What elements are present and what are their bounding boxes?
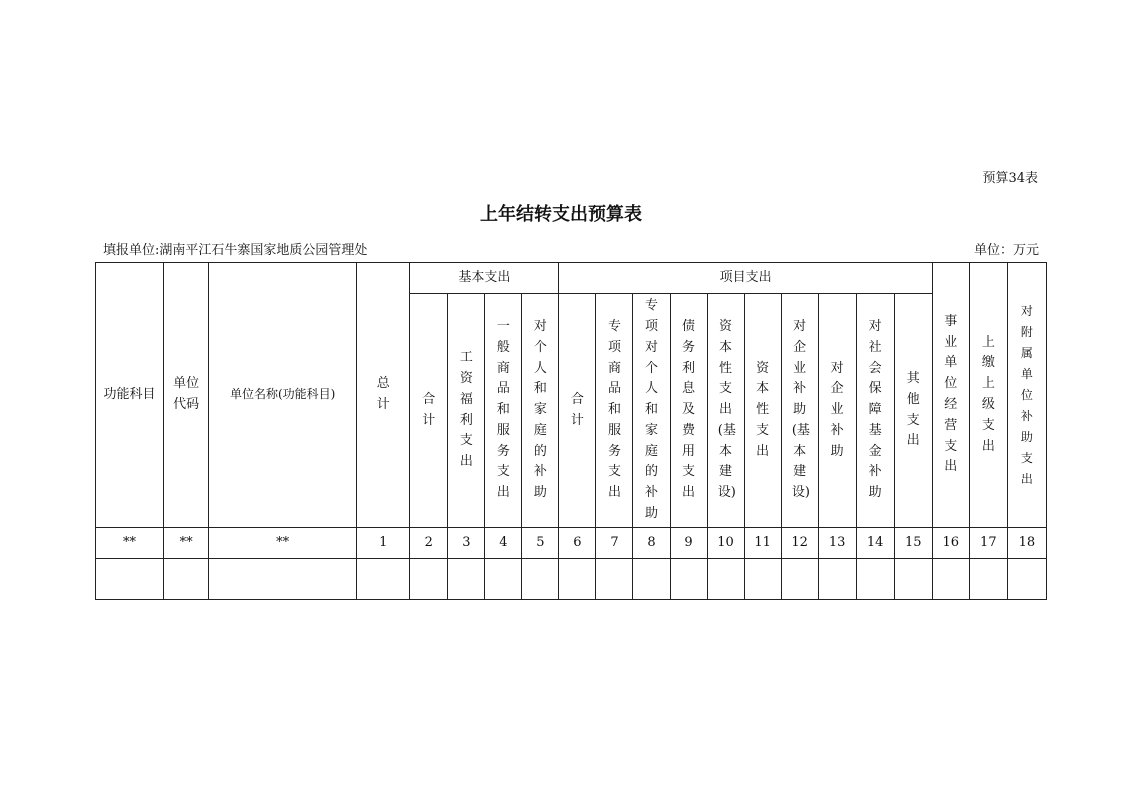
data-cell (932, 559, 969, 600)
header-row-group (96, 263, 1047, 294)
header-project-enterprise-subsidy: 对企业补助 (818, 294, 856, 528)
index-cell: 4 (485, 528, 522, 559)
index-cell: 15 (894, 528, 932, 559)
index-cell: ** (209, 528, 357, 559)
index-cell: 3 (448, 528, 485, 559)
header-total: 总计 (357, 263, 410, 528)
index-cell: 5 (522, 528, 559, 559)
data-cell (596, 559, 633, 600)
header-project-capital-construction: 资本性支出(基本建设) (707, 294, 744, 528)
header-project-social-security: 对社会保障基金补助 (856, 294, 894, 528)
index-cell: 12 (781, 528, 818, 559)
header-business-expenditure: 事业单位经营支出 (932, 263, 969, 528)
header-basic-goods-services: 一般商品和服务支出 (485, 294, 522, 528)
index-cell: 7 (596, 528, 633, 559)
data-cell (1007, 559, 1046, 600)
data-cell (522, 559, 559, 600)
header-project-enterprise-construction: 对企业补助(基本建设) (781, 294, 818, 528)
data-cell (670, 559, 707, 600)
data-cell (96, 559, 164, 600)
reporting-unit: 填报单位:湖南平江石牛寨国家地质公园管理处 (103, 243, 368, 258)
index-cell: 10 (707, 528, 744, 559)
header-basic-expenditure: 基本支出 (410, 263, 559, 294)
currency-unit: 单位：万元 (973, 243, 1039, 258)
data-cell (894, 559, 932, 600)
data-cell (164, 559, 209, 600)
data-cell (707, 559, 744, 600)
data-cell (969, 559, 1007, 600)
data-cell (781, 559, 818, 600)
data-cell (448, 559, 485, 600)
page-title: 上年结转支出预算表 (480, 204, 642, 225)
header-basic-salary: 工资福利支出 (448, 294, 485, 528)
header-project-household-subsidy: 专项对个人和家庭的补助 (633, 294, 670, 528)
data-cell (818, 559, 856, 600)
budget-table (95, 262, 1047, 600)
index-cell: 2 (410, 528, 448, 559)
index-cell: 18 (1007, 528, 1046, 559)
header-affiliated-subsidy: 对附属单位补助支出 (1007, 263, 1046, 528)
form-number: 预算34表 (982, 171, 1038, 186)
index-cell: ** (96, 528, 164, 559)
index-cell: 6 (559, 528, 596, 559)
index-row (96, 528, 1047, 559)
index-cell: 17 (969, 528, 1007, 559)
header-basic-household-subsidy: 对个人和家庭的补助 (522, 294, 559, 528)
data-cell (744, 559, 781, 600)
header-upper-payment: 上缴上级支出 (969, 263, 1007, 528)
index-cell: 9 (670, 528, 707, 559)
header-project-debt-interest: 债务利息及费用支出 (670, 294, 707, 528)
header-function-subject: 功能科目 (96, 263, 164, 528)
header-basic-total: 合计 (410, 294, 448, 528)
table-row (96, 559, 1047, 600)
data-cell (559, 559, 596, 600)
data-cell (485, 559, 522, 600)
header-project-expenditure: 项目支出 (559, 263, 932, 294)
data-cell (209, 559, 357, 600)
data-cell (856, 559, 894, 600)
header-project-capital: 资本性支出 (744, 294, 781, 528)
index-cell: 11 (744, 528, 781, 559)
header-project-total: 合计 (559, 294, 596, 528)
index-cell: 1 (357, 528, 410, 559)
index-cell: 13 (818, 528, 856, 559)
index-cell: 16 (932, 528, 969, 559)
header-unit-name: 单位名称(功能科目) (209, 263, 357, 528)
data-cell (410, 559, 448, 600)
header-unit-code: 单位代码 (164, 263, 209, 528)
index-cell: 14 (856, 528, 894, 559)
index-cell: 8 (633, 528, 670, 559)
header-project-goods-services: 专项商品和服务支出 (596, 294, 633, 528)
data-cell (633, 559, 670, 600)
index-cell: ** (164, 528, 209, 559)
header-project-other: 其他支出 (894, 294, 932, 528)
data-cell (357, 559, 410, 600)
